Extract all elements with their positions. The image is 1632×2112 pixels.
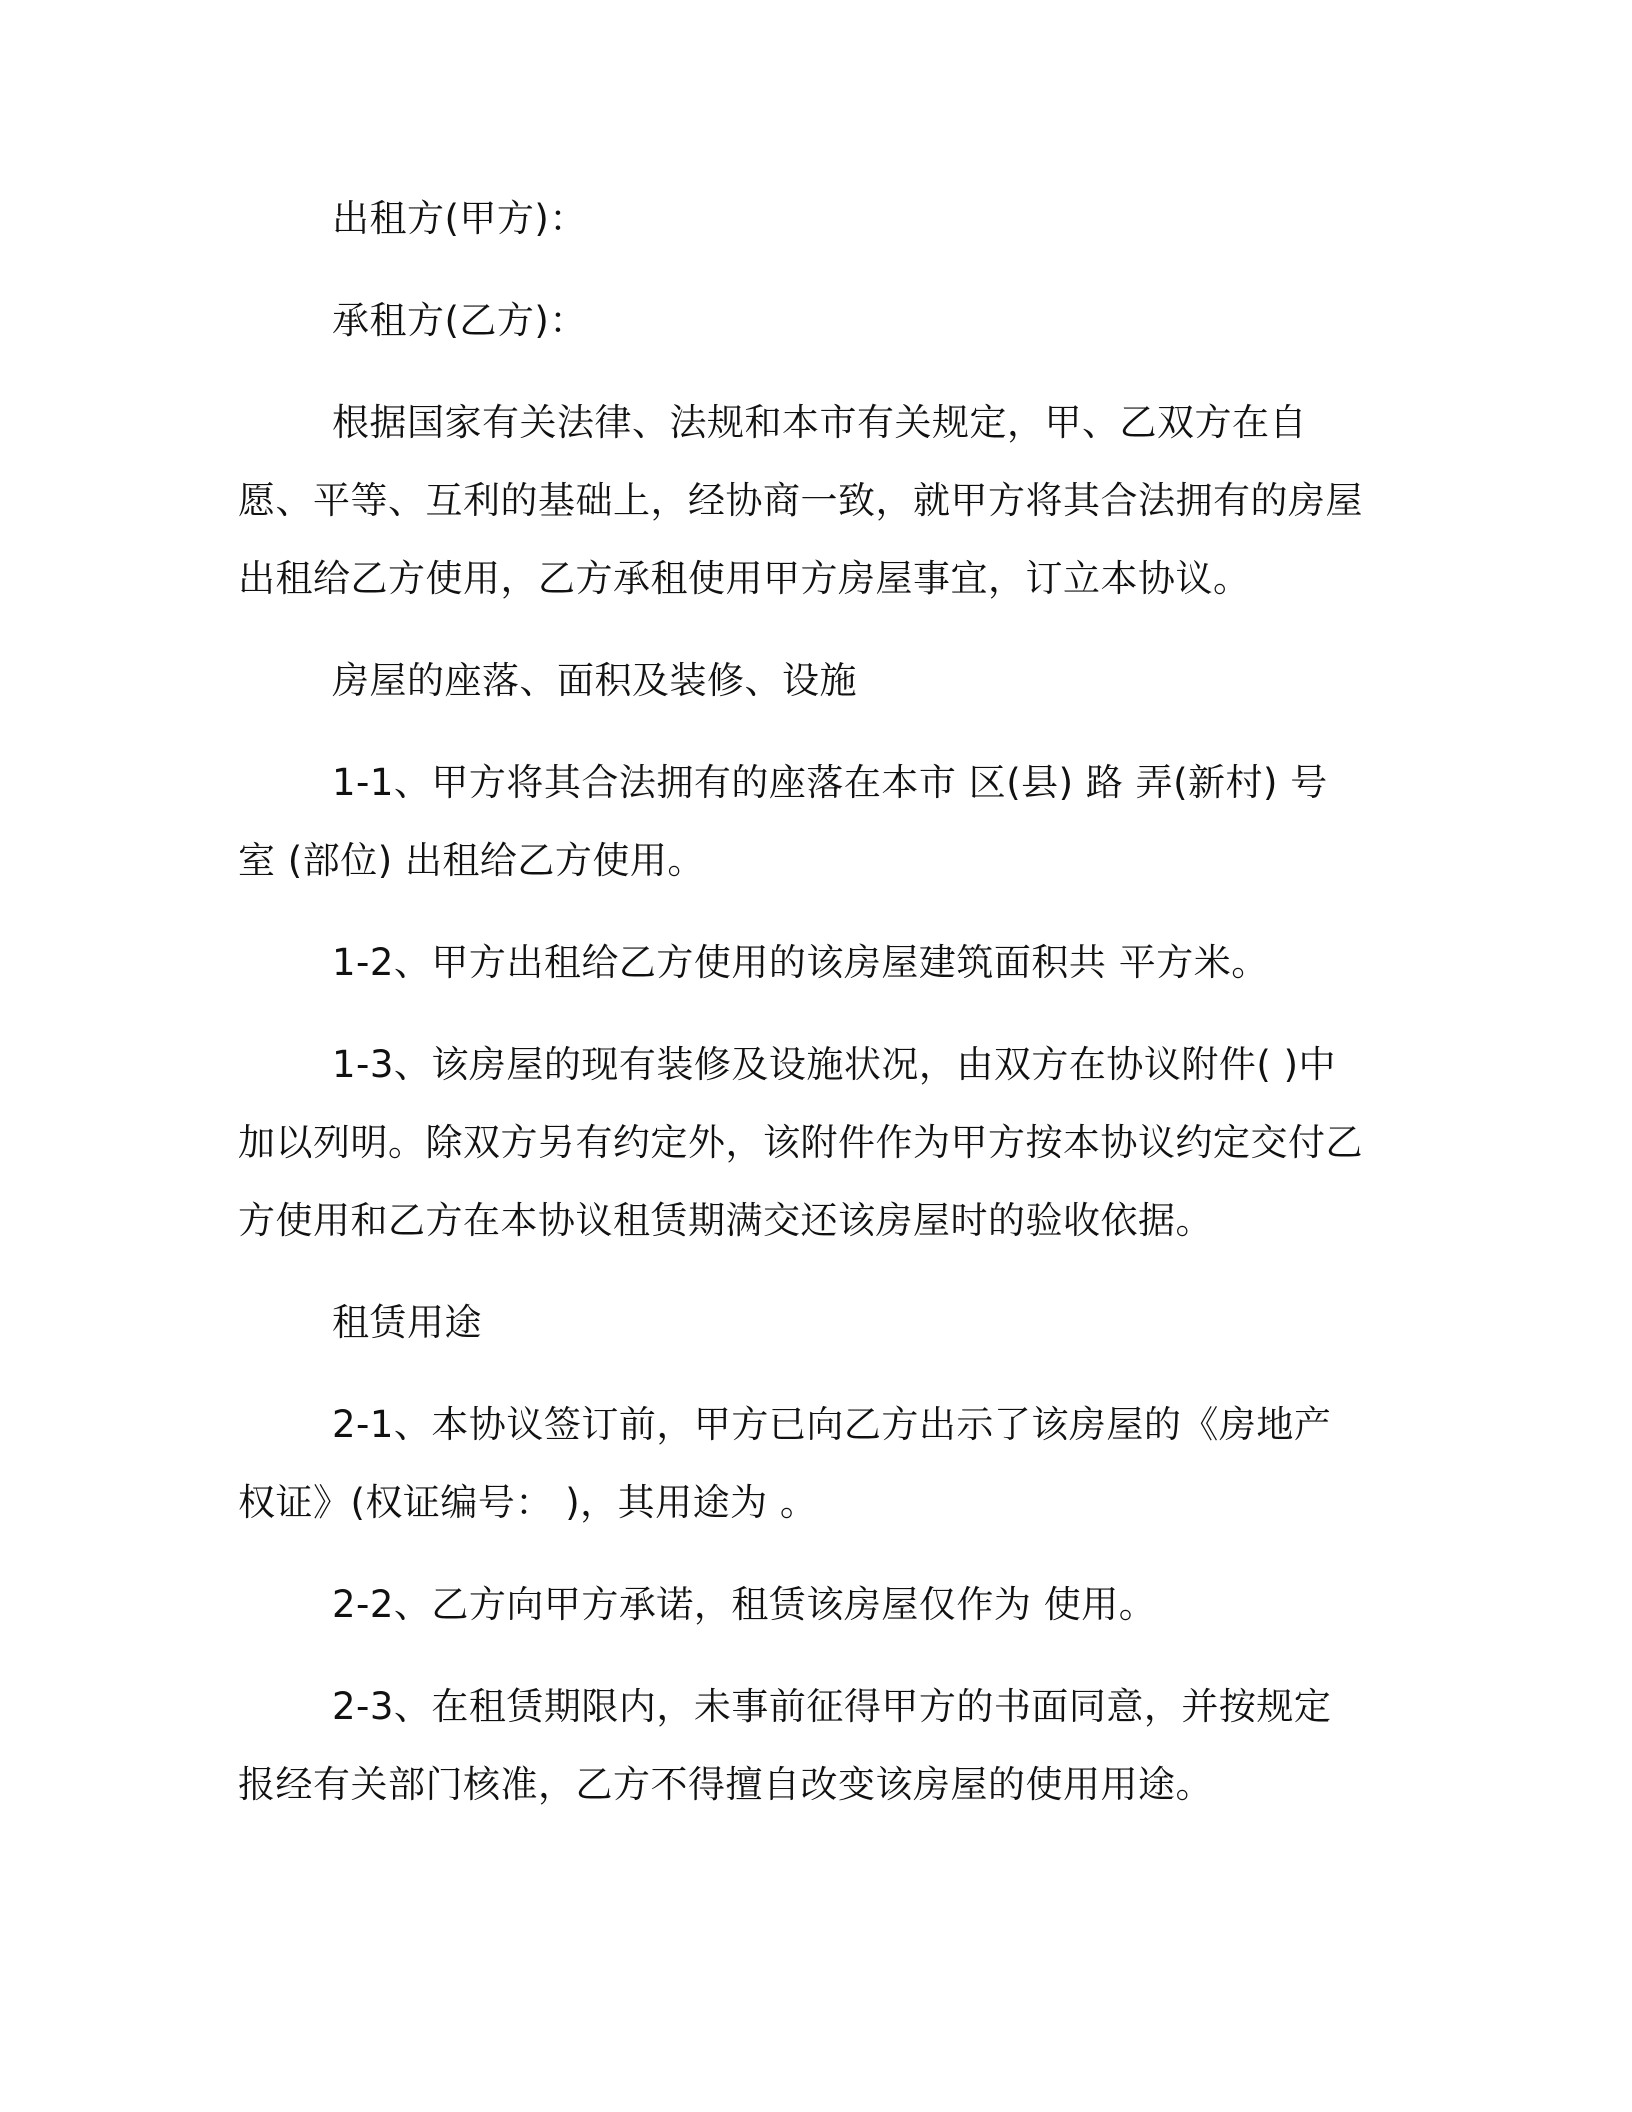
clause-2-3: 2-3、在租赁期限内，未事前征得甲方的书面同意，并按规定报经有关部门核准，乙方不得擅自改变该房屋的使用用途。 xyxy=(238,1685,1332,1806)
clause-2-1: 2-1、本协议签订前，甲方已向乙方出示了该房屋的《房地产权证》(权证编号： )，其用途为 。 xyxy=(238,1403,1332,1524)
lessee-line: 承租方(乙方)： xyxy=(332,299,587,342)
clause-1-3: 1-3、该房屋的现有装修及设施状况，由双方在协议附件( )中加以列明。除双方另有约定外，该附件作为甲方按本协议约定交付乙方使用和乙方在本协议租赁期满交还该房屋时的验收依据。 xyxy=(238,1043,1363,1242)
document-body xyxy=(238,180,1368,1824)
clause-1-1: 1-1、甲方将其合法拥有的座落在本市 区(县) 路 弄(新村) 号 室 (部位) 出租给乙方使用。 xyxy=(238,761,1328,882)
section-2-heading: 租赁用途 xyxy=(332,1301,482,1344)
lessor-line: 出租方(甲方)： xyxy=(332,197,587,240)
preamble-paragraph: 根据国家有关法律、法规和本市有关规定，甲、乙双方在自愿、平等、互利的基础上，经协商一致，就甲方将其合法拥有的房屋出租给乙方使用，乙方承租使用甲方房屋事宜，订立本协议。 xyxy=(238,401,1363,600)
clause-1-2: 1-2、甲方出租给乙方使用的该房屋建筑面积共 平方米。 xyxy=(332,941,1269,984)
clause-2-2: 2-2、乙方向甲方承诺，租赁该房屋仅作为 使用。 xyxy=(332,1583,1157,1626)
section-1-heading: 房屋的座落、面积及装修、设施 xyxy=(332,659,857,702)
